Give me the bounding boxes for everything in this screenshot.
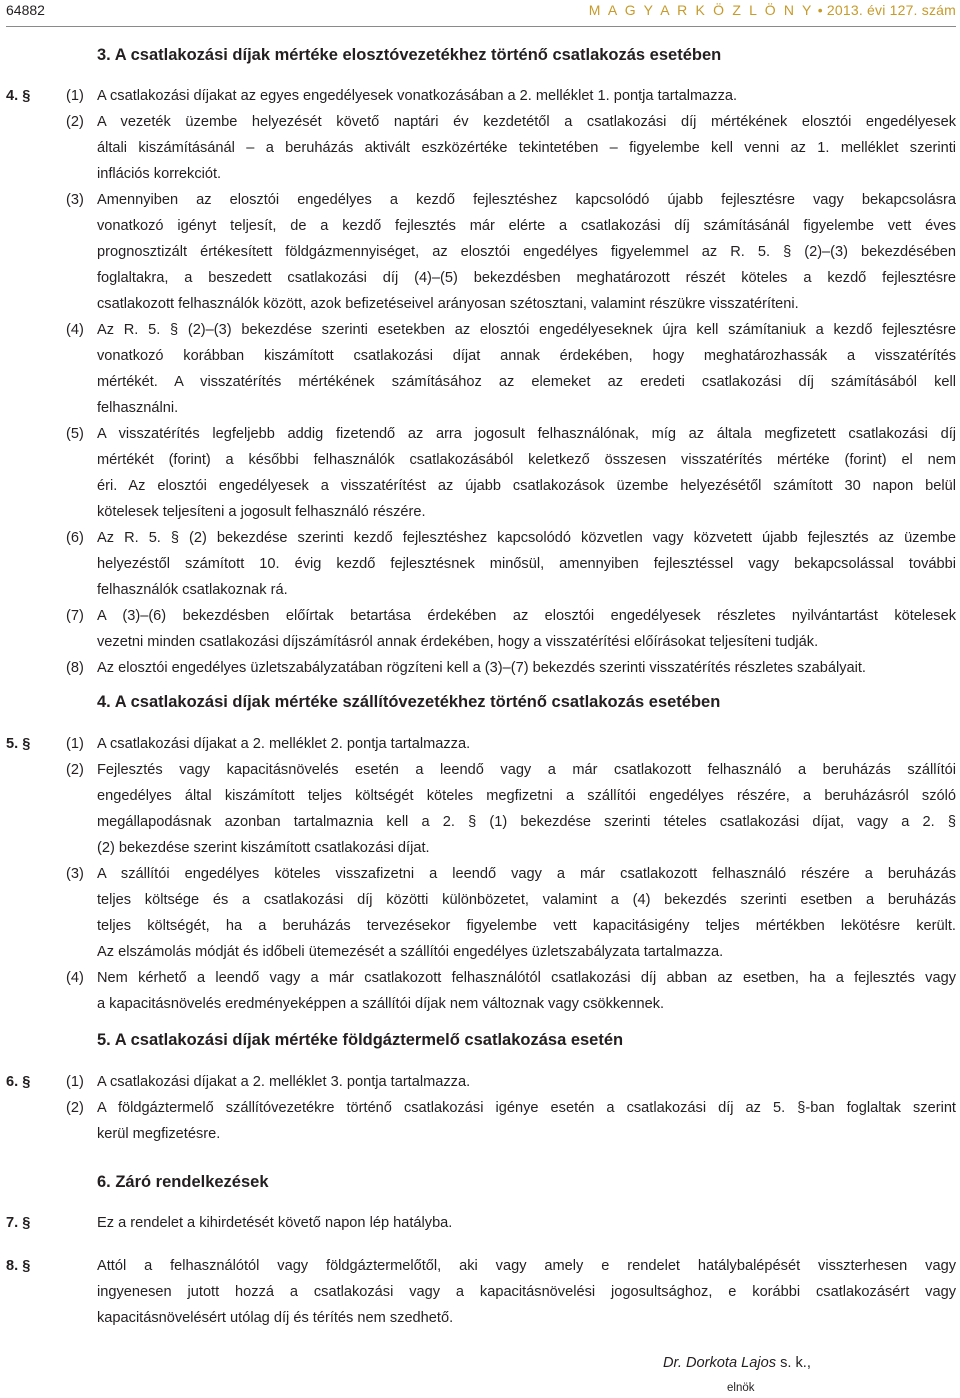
line-text: foglaltakra, a beszedett csatlakozási díj (4)–(5) bekezdésben meghatározott részét köteles a kezdő fejlesztésre	[97, 270, 956, 286]
text-line	[0, 1121, 960, 1147]
line-text: Fejlesztés vagy kapacitásnövelés esetén a leendő vagy a már csatlakozott felhasználó a beruházás szállítói	[97, 762, 956, 778]
journal-title	[589, 2, 956, 18]
paragraph-number: 7. §	[6, 1215, 31, 1231]
text-line	[0, 577, 960, 603]
text-line	[0, 525, 960, 551]
line-text: A csatlakozási díjakat a 2. melléklet 3. pontja tartalmazza.	[97, 1074, 471, 1090]
text-line	[0, 913, 960, 939]
subsection-number: (3)	[66, 866, 84, 882]
signer-suffix: s. k.,	[776, 1355, 811, 1371]
text-line	[0, 887, 960, 913]
line-text: inflációs korrekciót.	[97, 166, 222, 182]
line-text: prognosztizált értékesített földgázmennyiséget, az elosztói engedélyes figyelemmel az R. 5. § (2)–(3) bekezdésében	[97, 244, 956, 260]
text-line	[0, 187, 960, 213]
page-number: 64882	[6, 2, 45, 18]
text-line	[0, 499, 960, 525]
line-text: kerül megfizetésre.	[97, 1126, 221, 1142]
text-line	[0, 861, 960, 887]
line-text: felhasználni.	[97, 400, 179, 416]
line-text: a kapacitásnövelés eredményeképpen a szállítói díjak nem változnak vagy csökkennek.	[97, 996, 665, 1012]
text-line	[0, 421, 960, 447]
text-line	[0, 991, 960, 1017]
signer-role: elnök	[727, 1382, 755, 1394]
paragraph-number: 6. §	[6, 1074, 31, 1090]
text-line	[0, 551, 960, 577]
text-line	[0, 369, 960, 395]
line-text: vonatkozó korábban kiszámított csatlakozási díjat annak érdekében, hogy meghatározhassák a visszatérítés	[97, 348, 956, 364]
line-text: mértékét. A visszatérítés mértékének számításához az elemeket az eredeti csatlakozási díj számításából kell	[97, 374, 956, 390]
text-line	[0, 135, 960, 161]
line-text: A vezeték üzembe helyezését követő naptári év kezdetétől a csatlakozási díj mértékének elosztói engedélyesek	[97, 114, 956, 130]
line-text: Az R. 5. § (2)–(3) bekezdése szerinti esetekben az elosztói engedélyeseknek újra kell számítaniuk a kezdő fejlesztésre	[97, 322, 956, 338]
line-text: Nem kérhető a leendő vagy a már csatlakozott felhasználótól csatlakozási díj abban az esetben, ha a fejlesztés vagy	[97, 970, 956, 986]
section-heading	[0, 689, 960, 715]
line-text: A csatlakozási díjakat az egyes engedélyesek vonatkozásában a 2. melléklet 1. pontja tartalmazza.	[97, 88, 738, 104]
text-line	[0, 1210, 960, 1236]
line-text: megállapodásnak azonban tartalmaznia kell a 2. § (1) bekezdése szerinti tételes csatlakozási díjat, vagy a 2. §	[97, 814, 956, 830]
text-line	[0, 655, 960, 681]
text-line	[0, 109, 960, 135]
heading-text: 4. A csatlakozási díjak mértéke szállítóvezetékhez történő csatlakozás esetében	[97, 693, 721, 711]
line-text: A földgáztermelő szállítóvezetékre történő csatlakozási igénye esetén a csatlakozási díj az 5. §-ban foglaltak szerint	[97, 1100, 956, 1116]
subsection-number: (2)	[66, 114, 84, 130]
heading-text: 5. A csatlakozási díjak mértéke földgáztermelő csatlakozása esetén	[97, 1031, 624, 1049]
line-text: A (3)–(6) bekezdésben előírtak betartása érdekében az elosztói engedélyesek részletes nyilvántartást kötelesek	[97, 608, 956, 624]
header-rule	[6, 26, 956, 27]
line-text: ingyenesen jutott hozzá a csatlakozási vagy a kapacitásnövelési jogosultsághoz, e korábbi csatlakozásért vagy	[97, 1284, 956, 1300]
subsection-number: (1)	[66, 1074, 84, 1090]
line-text: A visszatérítés legfeljebb addig fizetendő az arra jogosult felhasználónak, míg az általa megfizetett csatlakozási díj	[97, 426, 956, 442]
line-text: Ez a rendelet a kihirdetését követő napon lép hatályba.	[97, 1215, 453, 1231]
line-text: A csatlakozási díjakat a 2. melléklet 2. pontja tartalmazza.	[97, 736, 471, 752]
paragraph-number: 8. §	[6, 1258, 31, 1274]
line-text: Az R. 5. § (2) bekezdése szerinti kezdő fejlesztéshez kapcsolódó közvetlen vagy közvetett újabb fejlesztés az üzembe	[97, 530, 956, 546]
issue-label: 2013. évi 127. szám	[826, 2, 956, 18]
line-text: éri. Az elosztói engedélyesek a visszatérítést az újabb csatlakozások üzembe helyezésétől számított 30 napon belül	[97, 478, 956, 494]
subsection-number: (6)	[66, 530, 84, 546]
text-line	[0, 1095, 960, 1121]
line-text: kötelesek teljesíteni a jogosult felhasználó részére.	[97, 504, 426, 520]
subsection-number: (8)	[66, 660, 84, 676]
text-line	[0, 395, 960, 421]
text-line	[0, 473, 960, 499]
paragraph-number: 4. §	[6, 88, 31, 104]
line-text: vonatkozó igényt teljesít, de a kezdő fejlesztés már elérte a csatlakozási díj számításánál figyelembe vett éves	[97, 218, 956, 234]
subsection-number: (3)	[66, 192, 84, 208]
heading-text: 3. A csatlakozási díjak mértéke elosztóvezetékhez történő csatlakozás esetében	[97, 46, 722, 64]
signer-name: Dr. Dorkota Lajos	[663, 1355, 777, 1371]
text-line	[0, 213, 960, 239]
subsection-number: (2)	[66, 762, 84, 778]
line-text: Attól a felhasználótól vagy földgáztermelőtől, aki vagy amely e rendelet hatálybalépését visszterhesen vagy	[97, 1258, 956, 1274]
line-text: (2) bekezdése szerint kiszámított csatlakozási díjat.	[97, 840, 430, 856]
signature-line	[663, 1355, 811, 1371]
line-text: felhasználók csatlakoznak rá.	[97, 582, 288, 598]
text-line	[0, 83, 960, 109]
text-line	[0, 1069, 960, 1095]
subsection-number: (4)	[66, 322, 84, 338]
section-heading	[0, 42, 960, 68]
text-line	[0, 291, 960, 317]
journal-name: M A G Y A R K Ö Z L Ö N Y	[588, 2, 814, 18]
subsection-number: (5)	[66, 426, 84, 442]
subsection-number: (1)	[66, 88, 84, 104]
line-text: kapacitásnövelésért utólag díj és térítés nem szedhető.	[97, 1310, 454, 1326]
paragraph-number: 5. §	[6, 736, 31, 752]
text-line	[0, 757, 960, 783]
text-line	[0, 1279, 960, 1305]
line-text: Az elosztói engedélyes üzletszabályzatában rögzíteni kell a (3)–(7) bekezdés szerinti visszatérítés részletes szabályait.	[97, 660, 866, 676]
section-heading	[0, 1027, 960, 1053]
text-line	[0, 343, 960, 369]
line-text: csatlakozott felhasználók között, azok befizetéseivel arányosan szétosztani, valamint részükre visszatéríteni.	[97, 296, 799, 312]
text-line	[0, 965, 960, 991]
line-text: vezetni minden csatlakozási díjszámításról annak érdekében, hogy a visszatérítési előírásokat teljesíteni tudják.	[97, 634, 819, 650]
text-line	[0, 447, 960, 473]
header-bullet: •	[817, 2, 823, 18]
line-text: Amennyiben az elosztói engedélyes a kezdő fejlesztéshez kapcsolódó újabb fejlesztésre vagy bekapcsolásra	[97, 192, 956, 208]
subsection-number: (7)	[66, 608, 84, 624]
subsection-number: (4)	[66, 970, 84, 986]
page-header	[6, 2, 956, 22]
subsection-number: (1)	[66, 736, 84, 752]
text-line	[0, 603, 960, 629]
text-line	[0, 239, 960, 265]
text-line	[0, 161, 960, 187]
text-line	[0, 1305, 960, 1331]
text-line	[0, 629, 960, 655]
line-text: helyezéstől számított 10. évig kezdő fejlesztésnek minősül, amennyiben fejlesztéssel vagy bekapcsolással további	[97, 556, 956, 572]
line-text: teljes költségét, ha a beruházás tervezésekor figyelembe vett kapacitásigény teljes mértékben lekötésre került.	[97, 918, 956, 934]
line-text: Az elszámolás módját és időbeli ütemezését a szállítói engedélyes üzletszabályzata tartalmazza.	[97, 944, 724, 960]
text-line	[0, 809, 960, 835]
text-line	[0, 939, 960, 965]
text-line	[0, 783, 960, 809]
line-text: általi kiszámításánál – a beruházás aktivált eszközértéke tekintetében – figyelembe kell venni az 1. melléklet szerinti	[97, 140, 956, 156]
line-text: teljes költsége és a csatlakozási díj közötti különbözetet, valamint a (4) bekezdés szerinti esetben a beruházás	[97, 892, 956, 908]
line-text: mértékét (forint) a későbbi felhasználók csatlakozásából keletkező összesen visszatérítés mértéke (forint) el nem	[97, 452, 956, 468]
text-line	[0, 1253, 960, 1279]
section-heading	[0, 1169, 960, 1195]
line-text: engedélyes által kiszámított teljes költségét köteles megfizetni a szállítói engedélyes részére, a beruházásról szóló	[97, 788, 956, 804]
text-line	[0, 265, 960, 291]
subsection-number: (2)	[66, 1100, 84, 1116]
text-line	[0, 835, 960, 861]
text-line	[0, 731, 960, 757]
text-line	[0, 317, 960, 343]
line-text: A szállítói engedélyes köteles visszafizetni a leendő vagy a már csatlakozott felhasználó részére a beruházás	[97, 866, 956, 882]
heading-text: 6. Záró rendelkezések	[97, 1173, 269, 1191]
